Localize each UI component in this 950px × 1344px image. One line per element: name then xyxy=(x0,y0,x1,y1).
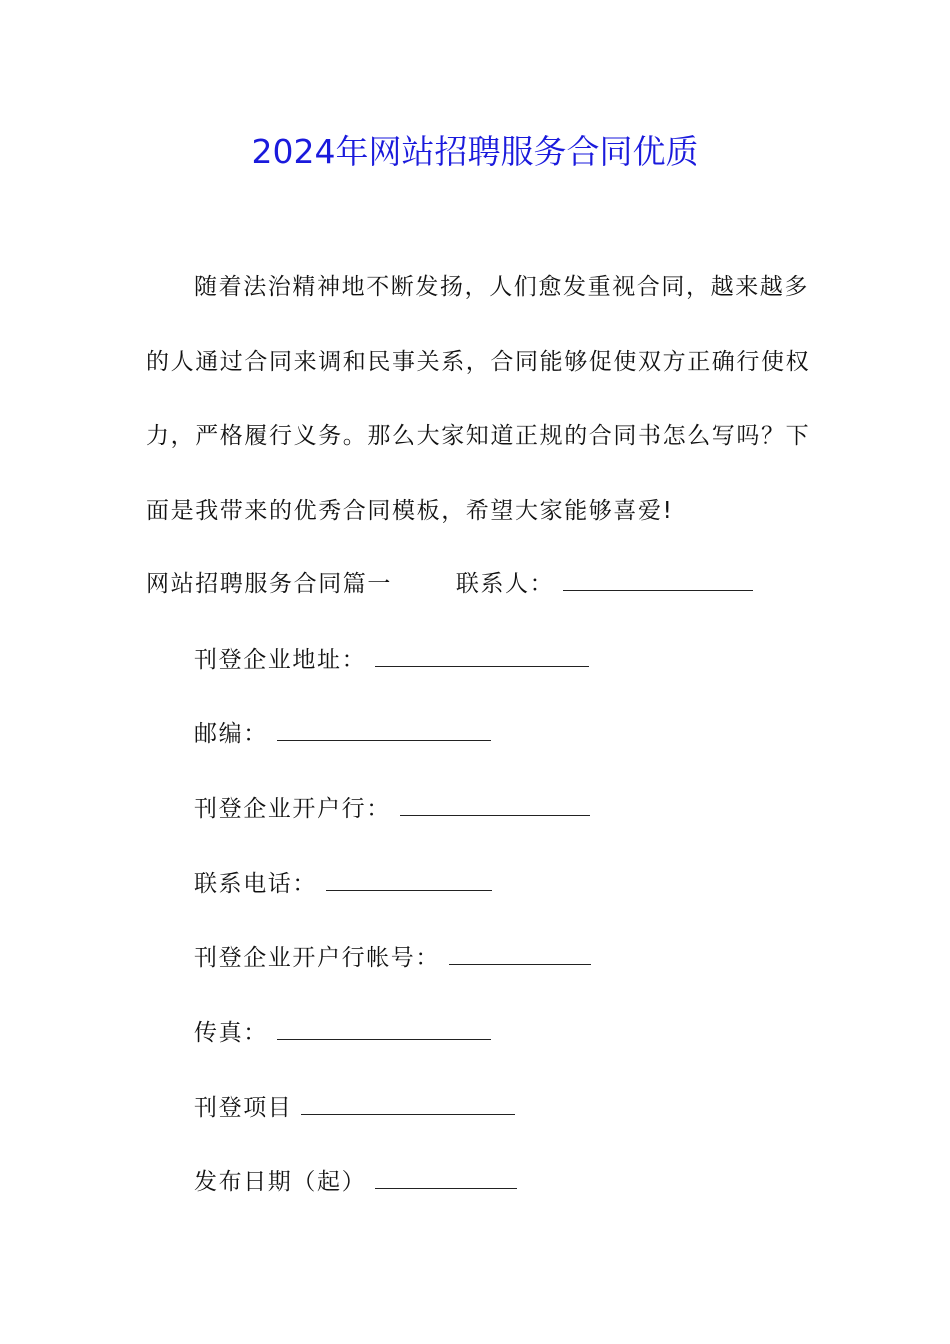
field-address-blank[interactable] xyxy=(375,644,589,667)
field-fax xyxy=(194,1017,491,1048)
field-address xyxy=(194,644,589,675)
intro-line-4: 面是我带来的优秀合同模板，希望大家能够喜爱! xyxy=(146,498,674,524)
section-heading-row xyxy=(146,568,753,599)
field-address-label: 刊登企业地址： xyxy=(194,647,367,673)
field-date-start-blank[interactable] xyxy=(375,1166,517,1189)
field-postcode xyxy=(194,718,491,749)
field-fax-label: 传真： xyxy=(194,1020,268,1046)
intro-line-1: 随着法治精神地不断发扬，人们愈发重视合同，越来越多 xyxy=(194,274,809,300)
field-date-start xyxy=(194,1166,517,1197)
field-phone xyxy=(194,868,492,899)
contact-blank[interactable] xyxy=(563,568,753,591)
field-bank xyxy=(194,793,590,824)
field-item-blank[interactable] xyxy=(301,1092,515,1115)
intro-line-2: 的人通过合同来调和民事关系，合同能够促使双方正确行使权 xyxy=(146,349,811,375)
field-item xyxy=(194,1092,515,1123)
contact-label: 联系人： xyxy=(455,571,555,597)
field-postcode-label: 邮编： xyxy=(194,721,268,747)
field-item-label: 刊登项目 xyxy=(194,1095,293,1121)
field-bank-account-label: 刊登企业开户行帐号： xyxy=(194,945,440,971)
field-postcode-blank[interactable] xyxy=(277,718,491,741)
document-title: 2024年网站招聘服务合同优质 xyxy=(251,132,699,171)
field-bank-blank[interactable] xyxy=(400,793,590,816)
field-bank-account-blank[interactable] xyxy=(449,942,591,965)
field-fax-blank[interactable] xyxy=(277,1017,491,1040)
field-phone-label: 联系电话： xyxy=(194,871,317,897)
field-bank-label: 刊登企业开户行： xyxy=(194,796,391,822)
field-date-start-label: 发布日期（起） xyxy=(194,1169,367,1195)
field-phone-blank[interactable] xyxy=(326,868,492,891)
field-bank-account xyxy=(194,942,591,973)
section-heading: 网站招聘服务合同篇一 xyxy=(146,571,392,597)
intro-line-3: 力，严格履行义务。那么大家知道正规的合同书怎么写吗？下 xyxy=(146,423,811,449)
